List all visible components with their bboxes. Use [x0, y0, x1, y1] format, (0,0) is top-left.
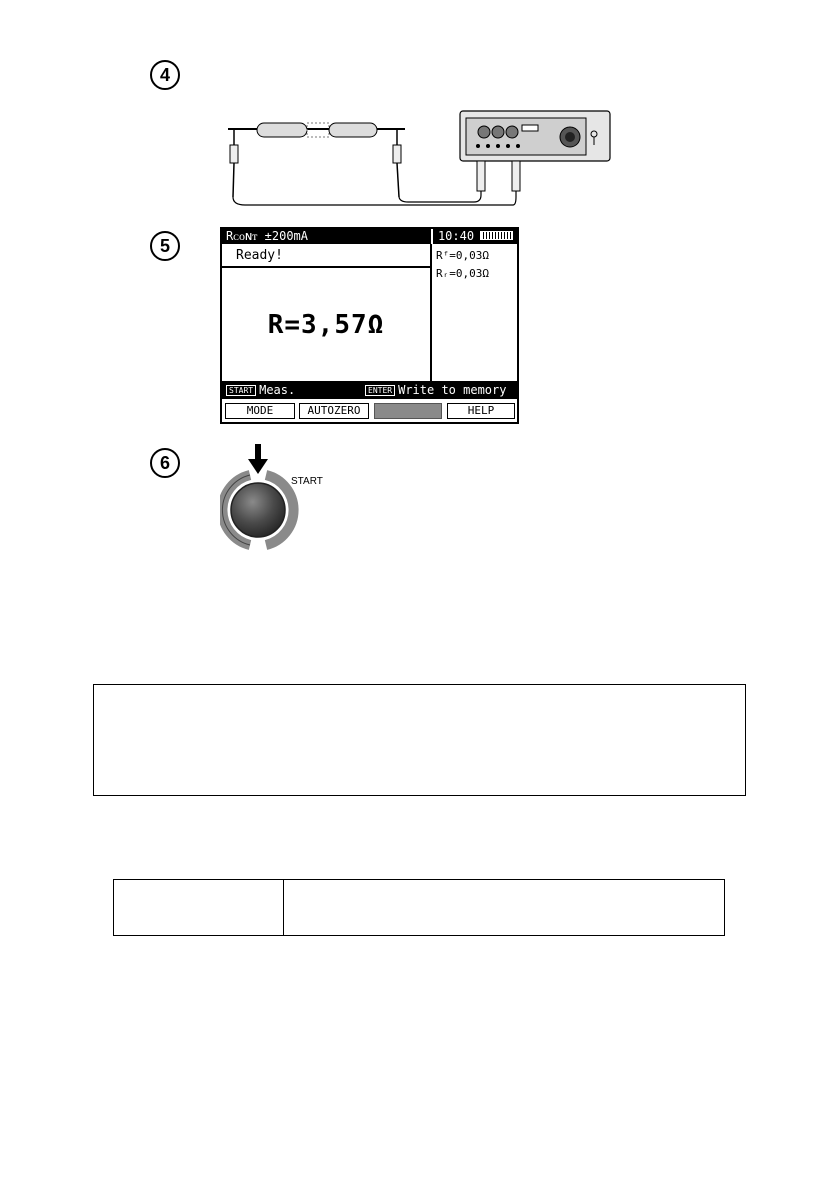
clock-time: 10:40	[431, 229, 479, 244]
function-keys	[222, 401, 517, 422]
mode-softkey[interactable]: MODE	[225, 403, 295, 419]
start-key-badge: START	[226, 385, 256, 396]
cable-segment-right	[329, 123, 377, 137]
lcd-bottom-bar	[222, 381, 517, 399]
step-5-number: 5	[159, 235, 170, 256]
battery-icon	[480, 231, 513, 240]
status-text: Ready!	[222, 244, 430, 268]
step-4-number: 4	[159, 64, 170, 85]
step-6-number: 6	[159, 452, 170, 473]
autozero-softkey[interactable]: AUTOZERO	[299, 403, 369, 419]
lcd-divider	[430, 244, 432, 381]
connection-diagram	[200, 105, 620, 215]
two-column-table	[113, 879, 725, 936]
down-arrow-icon	[248, 444, 268, 474]
left-probe-icon	[230, 129, 238, 197]
step-5-marker	[150, 231, 180, 261]
step-6-marker	[150, 448, 180, 478]
measurement-mode: Rᴄᴏɴᴛ ±200mA	[226, 229, 309, 243]
step-4-marker	[150, 60, 180, 90]
start-hint	[226, 381, 295, 399]
meter-lcd-screen	[220, 227, 519, 424]
lcd-top-bar	[222, 229, 517, 244]
rr-reading: Rᵣ=0,03Ω	[436, 267, 489, 280]
meter-device-icon	[460, 111, 610, 161]
resistance-result: R=3,57Ω	[267, 310, 385, 340]
start-button-icon	[222, 475, 293, 545]
note-frame	[93, 684, 746, 796]
help-softkey[interactable]: HELP	[447, 403, 515, 419]
table-divider	[283, 880, 284, 935]
enter-hint-label: Write to memory	[398, 383, 507, 397]
start-hint-label: Meas.	[259, 383, 296, 397]
right-probe-icon	[393, 129, 401, 197]
enter-key-badge: ENTER	[365, 385, 395, 396]
start-button-illustration	[220, 442, 330, 552]
start-button-label: START	[291, 476, 323, 487]
cable-segment-left	[257, 123, 307, 137]
enter-hint	[365, 381, 506, 399]
blank-softkey[interactable]	[374, 403, 442, 419]
rf-reading: Rᶠ=0,03Ω	[436, 249, 489, 262]
